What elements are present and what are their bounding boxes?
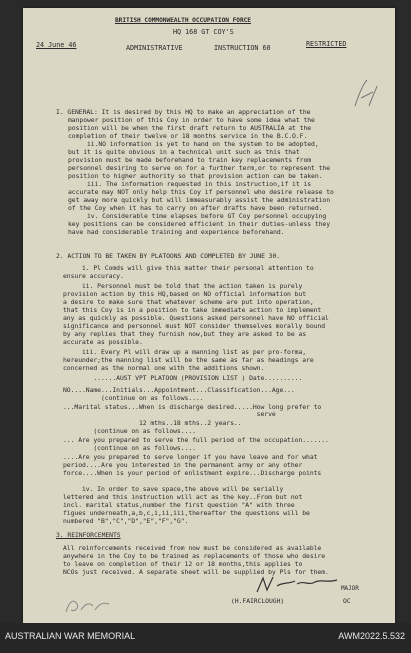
- text-line: key positions can be considered efficient in their duties-unless they: [68, 220, 331, 228]
- section-title-reinforcements: 3. REINFORCEMENTS: [56, 531, 121, 539]
- text-line: figues underneath,a,b,c,i,ii,iii,thereafter the questions will be: [63, 509, 310, 517]
- proforma-line: serve: [63, 410, 276, 418]
- text-line: but it is quite obvious in a technical unit such as this that: [68, 148, 300, 156]
- archive-footer: [0, 623, 411, 653]
- text-line: personnel desiring to serve on for a further term,or to represent the: [68, 164, 331, 172]
- text-line: incl. marital status,number the first question "A" with three: [63, 501, 295, 509]
- text-line: that this Coy is in a position to take immediate action to implement: [63, 306, 322, 314]
- proforma-line: ... Are you prepared to serve the full period of the occupation.......: [63, 436, 329, 444]
- handwritten-signature: [253, 574, 343, 596]
- text-line: iii. Every Pl will draw up a manning list as per pro-forma,: [63, 348, 307, 356]
- text-line: hereunder;the manning list will be the same as far as headings are: [63, 356, 314, 364]
- text-line: iv. Considerable time elapses before GT Coy personnel occupying: [68, 212, 327, 220]
- text-line: position to higher authority so that provision action can be taken.: [68, 172, 323, 180]
- document-page: [23, 8, 395, 623]
- signatory-rank: MAJOR: [341, 585, 359, 592]
- text-line: anywhere in the Coy to be trained as replacements of those who desire: [63, 552, 326, 560]
- proforma-line: ....Are you prepared to serve longer if you have leave and for what: [63, 453, 318, 461]
- text-line: a desire to make sure that whatever scheme are put into operation,: [63, 298, 314, 306]
- text-line: ii.NO information is yet to hand on the system to be adopted,: [68, 140, 319, 148]
- proforma-line: period....Are you interested in the permanent army or any other: [63, 461, 303, 469]
- signatory-name: (H.FAIRCLOUGH): [231, 597, 285, 605]
- text-line: iv. In order to save space,the above will be serially: [63, 485, 284, 493]
- text-line: lettered and this instruction will act as the key..From but not: [63, 493, 303, 501]
- text-line: accurate may NOT only help this Coy if personnel who desire release to: [68, 188, 334, 196]
- text-line: have had considerable training and experience beforehand.: [68, 228, 285, 236]
- proforma-line: 12 mths..18 mths..2 years..: [63, 419, 242, 427]
- archive-reference: AWM2022.5.532: [338, 631, 405, 641]
- proforma-line: force....When is your period of enlistment expire...Discharge points: [63, 469, 322, 477]
- text-line: any as quickly as possible. Questions asked personnel have NO official: [63, 314, 329, 322]
- text-line: concerned as the normal one with the additions shown.: [63, 364, 265, 372]
- text-line: i. Pl Comds will give this matter their personal attention to: [63, 264, 314, 272]
- text-line: provision action by this HQ,based on NO official information but: [63, 290, 307, 298]
- archive-name: AUSTRALIAN WAR MEMORIAL: [5, 631, 136, 641]
- section-title-action: 2. ACTION TO BE TAKEN BY PLATOONS AND COMPLETED BY JUNE 30.: [56, 252, 281, 260]
- text-line: by any replies that they furnish now,but they are asked to be as: [63, 330, 307, 338]
- text-line: significance and personnel must NOT consider themselves morally bound: [63, 322, 326, 330]
- text-line: position will be when the first draft return to AUSTRALIA at the: [68, 124, 312, 132]
- handwritten-annotation-bottom: [63, 594, 113, 616]
- instruction-number: INSTRUCTION 60: [214, 44, 271, 52]
- text-line: accurate as possible.: [63, 338, 143, 346]
- hq-line: HQ 168 GT COY'S: [173, 28, 234, 36]
- text-line: NCOs just received. A separate sheet will be supplied by Pls for them.: [63, 568, 329, 576]
- text-line: numbered "B","C","D","E","F","G".: [63, 517, 189, 525]
- proforma-line: (continue on as follows....: [63, 394, 204, 402]
- text-line: get away more quickly but will immeasurably assist the administration: [68, 196, 331, 204]
- text-line: ensure accuracy.: [63, 272, 124, 280]
- text-line: All reinforcements received from now must be considered as available: [63, 544, 322, 552]
- proforma-line: (continue on as follows....: [63, 444, 196, 452]
- text-line: of the Coy when it has to carry on after drafts have been returned.: [68, 204, 323, 212]
- signatory-role: OC: [343, 597, 351, 605]
- text-line: ii. Personnel must be told that the action taken is purely: [63, 282, 303, 290]
- proforma-line: (continue on as follows....: [63, 427, 196, 435]
- document-date: 24 June 46: [36, 41, 77, 49]
- proforma-line: NO....Name...Initials...Appointment...Classification...Age...: [63, 386, 295, 394]
- handwritten-annotation-top: [351, 76, 381, 110]
- text-line: I. GENERAL: It is desired by this HQ to make an appreciation of the: [56, 108, 311, 116]
- text-line: completion of their twelve or 18 months service in the B.C.O.F.: [68, 132, 308, 140]
- text-line: iii. The information requested in this instruction,if it is: [68, 180, 312, 188]
- proforma-heading: ......AUST VPT PLATOON (PROVISION LIST ) Date..........: [63, 374, 303, 382]
- text-line: provision must be made beforehand to train key replacements from: [68, 156, 312, 164]
- force-heading: BRITISH COMMONWEALTH OCCUPATION FORCE: [115, 17, 251, 24]
- admin-label: ADMINISTRATIVE: [126, 44, 183, 52]
- text-line: manpower position of this Coy in order to have some idea what the: [68, 116, 315, 124]
- text-line: to leave on completion of their 12 or 18 months,this applies to: [63, 560, 303, 568]
- proforma-line: ...Marital status...When is discharge desired.....How long prefer to: [63, 403, 322, 411]
- classification-label: RESTRICTED: [306, 40, 347, 48]
